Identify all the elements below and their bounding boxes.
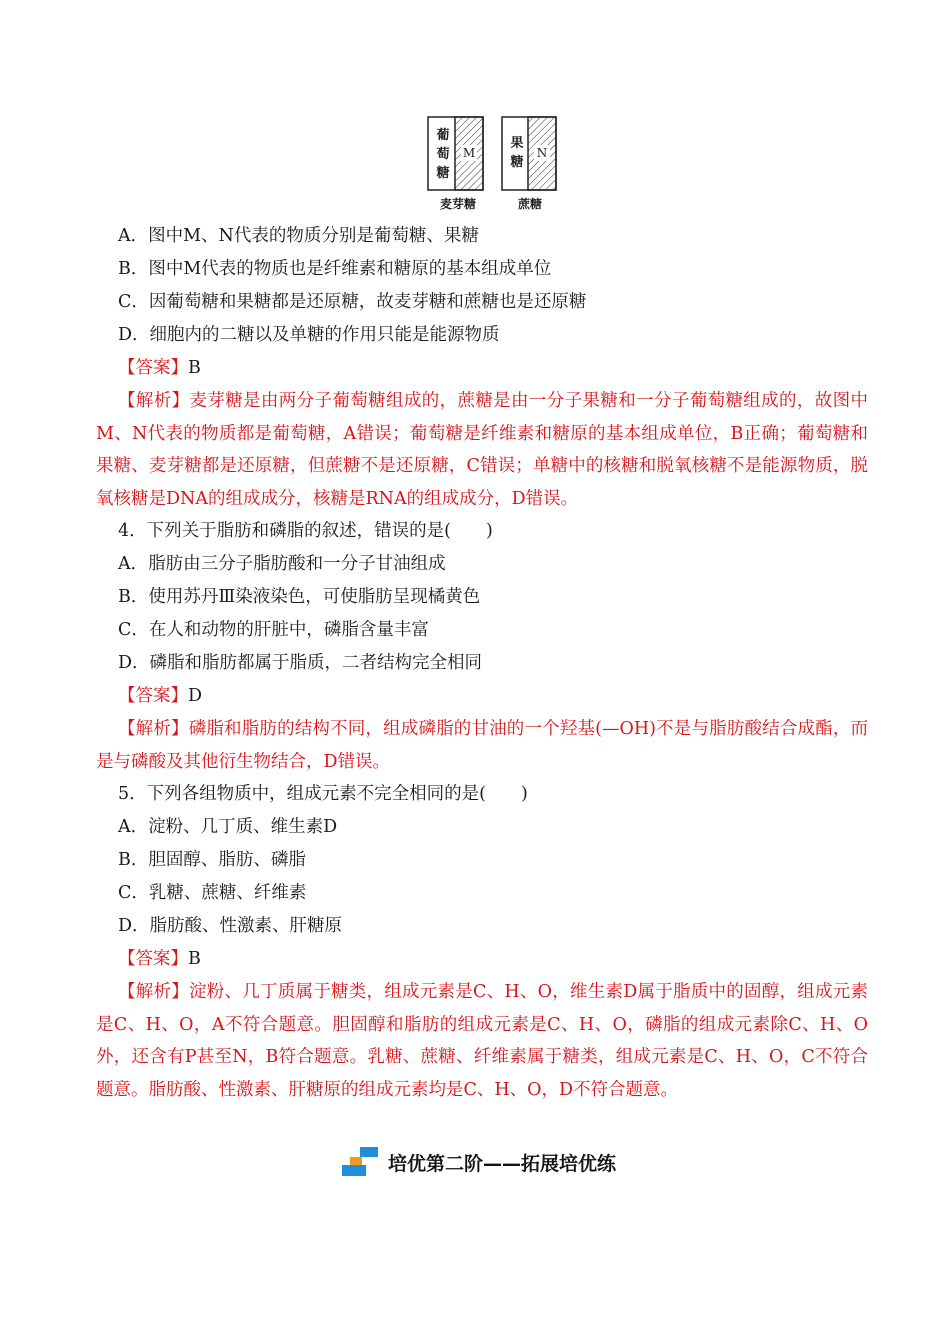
q5-analysis	[96, 976, 868, 1106]
analysis-tag: 【解析】	[118, 391, 190, 411]
left-label-char: 葡	[436, 128, 450, 143]
section-title: 培优第二阶——拓展培优练	[388, 1152, 617, 1175]
q5-option-b: B．胆固醇、脂肪、磷脂	[118, 850, 306, 870]
q3-option-a: A．图中M、N代表的物质分别是葡萄糖、果糖	[118, 226, 479, 246]
q4-analysis	[96, 713, 868, 778]
answer-tag: 【答案】	[118, 686, 188, 706]
right-label-char: 糖	[510, 155, 524, 170]
analysis-text: 麦芽糖是由两分子葡萄糖组成的，蔗糖是由一分子果糖和一分子葡萄糖组成的，故图中M、N代表的物质都是葡萄糖，A错误；葡萄糖是纤维素和糖原的基本组成单位，B正确；葡萄糖和果糖、麦芽糖都是还原糖，但蔗糖不是还原糖，C错误；单糖中的核糖和脱氧核糖不是能源物质，脱氧核糖是DNA的组成成分，核糖是RNA的组成成分，D错误。	[96, 391, 869, 509]
section-blocks-icon	[338, 1144, 380, 1180]
right-label-char: 果	[510, 136, 524, 151]
left-label-char: 糖	[436, 166, 450, 181]
q4-option-b: B．使用苏丹Ⅲ染液染色，可使脂肪呈现橘黄色	[118, 587, 481, 607]
q5-stem: 5．下列各组物质中，组成元素不完全相同的是( )	[118, 784, 528, 804]
q3-option-d: D．细胞内的二糖以及单糖的作用只能是能源物质	[118, 325, 500, 345]
left-caption: 麦芽糖	[439, 197, 476, 211]
answer-value: D	[188, 686, 203, 706]
answer-value: B	[188, 949, 201, 969]
letter-m: M	[462, 146, 476, 160]
q4-stem: 4．下列关于脂肪和磷脂的叙述，错误的是( )	[118, 521, 493, 541]
q5-option-c: C．乳糖、蔗糖、纤维素	[118, 883, 307, 903]
analysis-tag: 【解析】	[118, 719, 189, 739]
q3-answer	[118, 356, 201, 380]
analysis-text: 磷脂和脂肪的结构不同，组成磷脂的甘油的一个羟基(—OH)不是与脂肪酸结合成酯，而是与磷酸及其他衍生物结合，D错误。	[96, 719, 869, 772]
q5-answer	[118, 947, 201, 971]
analysis-text: 淀粉、几丁质属于糖类，组成元素是C、H、O，维生素D属于脂质中的固醇，组成元素是C、H、O，A不符合题意。胆固醇和脂肪的组成元素是C、H、O，磷脂的组成元素除C、H、O外，还含有P甚至N，B符合题意。乳糖、蔗糖、纤维素属于糖类，组成元素是C、H、O，C不符合题意。脂肪酸、性激素、肝糖原的组成元素均是C、H、O，D不符合题意。	[96, 982, 868, 1100]
sugar-composition-figure	[425, 112, 565, 216]
answer-value: B	[188, 358, 201, 378]
right-caption: 蔗糖	[517, 197, 542, 211]
answer-tag: 【答案】	[118, 358, 188, 378]
left-label-char: 萄	[436, 147, 450, 162]
letter-n: N	[536, 146, 548, 160]
q4-answer	[118, 684, 202, 708]
q5-option-a: A．淀粉、几丁质、维生素D	[118, 817, 338, 837]
q4-option-c: C．在人和动物的肝脏中，磷脂含量丰富	[118, 620, 429, 640]
q5-option-d: D．脂肪酸、性激素、肝糖原	[118, 916, 343, 936]
q3-analysis	[96, 385, 868, 515]
q4-option-d: D．磷脂和脂肪都属于脂质，二者结构完全相同	[118, 653, 483, 673]
q3-option-b: B．图中M代表的物质也是纤维素和糖原的基本组成单位	[118, 259, 552, 279]
q4-option-a: A．脂肪由三分子脂肪酸和一分子甘油组成	[118, 554, 446, 574]
analysis-tag: 【解析】	[118, 982, 189, 1002]
answer-tag: 【答案】	[118, 949, 188, 969]
section-heading	[338, 1142, 616, 1182]
q3-option-c: C．因葡萄糖和果糖都是还原糖，故麦芽糖和蔗糖也是还原糖	[118, 292, 587, 312]
